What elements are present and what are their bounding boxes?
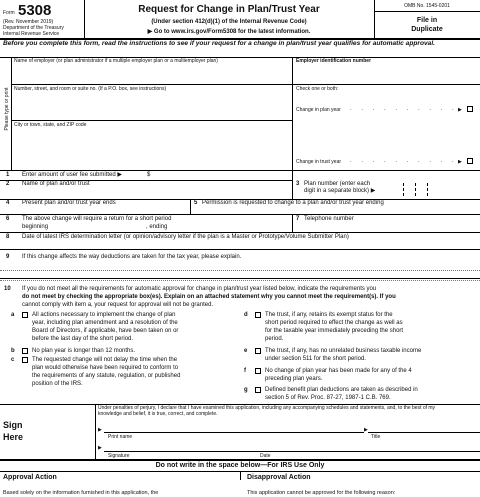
item-c-text-3: the requirements of any statute, regulation, or published: [32, 373, 181, 379]
item-a-letter: a: [11, 312, 15, 318]
item-a-text-4: before the last day of the short period.: [32, 336, 134, 342]
street-field[interactable]: [12, 92, 292, 120]
instructions-note: Before you complete this form, read the instructions to see if your request for a change in plan/trust year qualifies for automatic approval.: [3, 40, 435, 47]
signature-field[interactable]: [106, 441, 256, 451]
item-g-letter: g: [244, 387, 248, 393]
line-9-double-rule: [0, 280, 480, 281]
line-9-label: If this change affects the way deductions are taken for the tax year, please explain.: [22, 254, 242, 260]
please-type-or-print: Please type or print: [4, 87, 10, 131]
line-8-label: Date of latest IRS determination letter (or opinion/advisory letter if the plan is a Master or Prototype/Volume Submitter Plan): [22, 234, 349, 240]
line-6-rule: [0, 232, 480, 233]
item-c-text-4: position of the IRS.: [32, 381, 83, 387]
line-7-number: 7: [296, 216, 300, 222]
print-name-label: Print name: [108, 434, 133, 440]
item-g-checkbox[interactable]: [255, 387, 261, 393]
sign-divider: [95, 404, 96, 459]
perjury-statement-2: knowledge and belief, it is true, correct, and complete.: [98, 411, 218, 417]
file-in-label: File in: [416, 17, 438, 24]
plan-number-field[interactable]: [395, 183, 435, 196]
ein-label: Employer identification number: [296, 58, 372, 64]
street-row-rule: [11, 120, 292, 121]
change-trust-year-leaders: . . . . . . . . . .: [350, 158, 458, 164]
sign-label: Sign: [3, 420, 23, 430]
item-d-text-2: short period required to effect the change as well as: [265, 320, 403, 326]
department-name: Department of the Treasury: [3, 25, 64, 31]
change-trust-year-checkbox[interactable]: [467, 158, 473, 164]
signature-label: Signature: [108, 453, 130, 459]
item-a-text-3: Board of Directors, if applicable, have been taken on or: [32, 328, 179, 334]
line-5-number: 5: [194, 200, 198, 206]
new-year-end-field[interactable]: [202, 207, 478, 213]
line-10-text-3: cannot comply with item a, your request for approval will not be granted.: [22, 302, 214, 308]
plan-number-digit-divider-1: [403, 183, 404, 196]
line-3-divider: [292, 170, 293, 199]
disapproval-action-title: Disapproval Action: [247, 474, 311, 481]
item-g-text-1: Defined benefit plan deductions are taken as described in: [265, 387, 418, 393]
item-c-checkbox[interactable]: [22, 357, 28, 363]
revision-date: (Rev. November 2019): [3, 19, 54, 25]
line-6-label: The above change will require a return for a short period: [22, 216, 172, 222]
duplicate-label: Duplicate: [411, 26, 443, 33]
line-9-number: 9: [6, 254, 10, 260]
present-year-end-field[interactable]: [22, 207, 188, 213]
form-number: 5308: [18, 2, 52, 19]
change-plan-year-leaders: . . . . . . . . . .: [350, 106, 458, 112]
short-period-begin-field[interactable]: [56, 223, 146, 231]
line-9-entry-rule: [0, 270, 480, 271]
approval-action-text: Based solely on the information furnished in this application, the: [3, 490, 159, 496]
title-label: Title: [371, 434, 381, 440]
line-9-rule: [0, 278, 480, 279]
header-divider-right: [374, 0, 375, 38]
line-2-label: Name of plan and/or trust: [22, 181, 90, 187]
identity-right-divider: [292, 57, 293, 170]
line-6-ending: , ending: [146, 224, 168, 230]
here-label: Here: [3, 432, 24, 442]
omb-number: OMB No. 1545-0201: [404, 3, 450, 9]
omb-rule: [374, 11, 480, 12]
item-c-text-1: The requested change will not delay the time when the: [32, 357, 178, 363]
item-f-text-2: preceding plan years.: [265, 376, 323, 382]
item-e-text-1: The trust, if any, has no unrelated business taxable income: [265, 348, 422, 354]
plan-number-digit-divider-2: [415, 183, 416, 196]
plan-name-field[interactable]: [22, 189, 290, 198]
date-rule: [258, 451, 480, 452]
form-title: Request for Change in Plan/Trust Year: [138, 4, 320, 15]
line-1-dollar: $: [147, 172, 151, 178]
date-field[interactable]: [260, 441, 478, 451]
line-3-label-a: Plan number (enter each: [304, 181, 371, 187]
item-d-text-1: The trust, if any, retains its exempt status for the: [265, 312, 393, 318]
item-a-text-1: All actions necessary to implement the change of plan: [32, 312, 176, 318]
line-10-number: 10: [4, 286, 11, 292]
line-4-label: Present plan and/or trust year ends: [22, 200, 116, 206]
line-7-divider: [292, 214, 293, 232]
disapproval-action-text: This application cannot be approved for the following reason:: [247, 490, 396, 496]
item-d-text-4: period.: [265, 336, 284, 342]
line-4-number: 4: [6, 200, 10, 206]
plan-number-digit-divider-3: [427, 183, 428, 196]
line-3-label-b: digit in a separate block) ▶: [304, 188, 376, 194]
website-link[interactable]: ▶ Go to www.irs.gov/Form5308 for the latest information.: [147, 29, 311, 35]
form-word: Form: [3, 10, 15, 16]
signature-arrow: ▶: [98, 445, 102, 451]
print-name-field[interactable]: [106, 420, 362, 432]
item-b-checkbox[interactable]: [22, 348, 28, 354]
item-f-letter: f: [244, 368, 246, 374]
signature-rule: [104, 451, 258, 452]
line-1-number: 1: [6, 172, 10, 178]
item-d-text-3: for the taxable year immediately preceding the short: [265, 328, 404, 334]
telephone-field[interactable]: [304, 224, 478, 232]
employer-name-label: Name of employer (or plan administrator if a multiple employer plan or a multiemployer plan): [14, 58, 218, 64]
employer-name-field[interactable]: [12, 64, 292, 84]
item-b-text-1: No plan year is longer than 12 months.: [32, 348, 136, 354]
check-one-label: Check one or both:: [296, 86, 339, 92]
change-plan-year-arrow: ▶: [458, 107, 462, 113]
city-field[interactable]: [12, 128, 292, 168]
user-fee-field[interactable]: [153, 171, 288, 180]
line-4-rule: [0, 214, 480, 215]
line-10-text-1: If you do not meet all the requirements for automatic approval for change in plan/trust year listed below, indicate the requirements you: [22, 286, 377, 292]
item-d-checkbox[interactable]: [255, 312, 261, 318]
item-f-checkbox[interactable]: [255, 368, 261, 374]
street-label: Number, street, and room or suite no. (If a P.O. box, see instructions): [14, 86, 167, 92]
line-3-number: 3: [296, 181, 300, 187]
city-label: City or town, state, and ZIP code: [14, 122, 87, 128]
determination-letter-date-field[interactable]: [22, 241, 478, 248]
item-b-letter: b: [11, 348, 15, 354]
item-d-letter: d: [244, 312, 248, 318]
item-c-letter: c: [11, 357, 15, 363]
line-1-label: Enter amount of user fee submitted ▶: [22, 172, 122, 178]
name-row-rule: [11, 84, 480, 85]
line-8-rule: [0, 249, 480, 250]
title-arrow: ▶: [364, 427, 368, 433]
ein-field[interactable]: [294, 64, 478, 84]
print-name-rule: [104, 432, 364, 433]
item-f-text-1: No change of plan year has been made for any of the 4: [265, 368, 412, 374]
short-period-end-field[interactable]: [170, 223, 258, 231]
item-e-text-2: under section 511 for the short period.: [265, 356, 366, 362]
form-subtitle: (Under section 412(d)(1) of the Internal Revenue Code): [151, 19, 307, 25]
line-7-label: Telephone number: [304, 216, 354, 222]
irs-name: Internal Revenue Service: [3, 31, 60, 37]
perjury-statement-1: Under penalties of perjury, I declare that I have examined this application, including any accompanying schedules and statements, and, to the best of my: [98, 405, 436, 411]
item-c-text-2: plan would otherwise have been required to conform to: [32, 365, 179, 371]
approval-action-title: Approval Action: [3, 474, 57, 481]
item-e-letter: e: [244, 348, 248, 354]
change-plan-year-checkbox[interactable]: [467, 106, 473, 112]
title-rule: [368, 432, 480, 433]
line-6-beginning: beginning: [22, 224, 49, 230]
line-2-number: 2: [6, 181, 10, 187]
change-trust-year-arrow: ▶: [458, 159, 462, 165]
change-trust-year-label: Change in trust year: [296, 159, 342, 165]
irs-use-only-banner: Do not write in the space below—For IRS Use Only: [155, 462, 325, 469]
print-name-arrow: ▶: [98, 427, 102, 433]
title-field[interactable]: [370, 420, 478, 432]
line-5-divider: [190, 199, 191, 214]
line-10-text-2: do not meet by checking the appropriate box(es). Explain on an attached statement why you cannot meet the requirement(s). If you: [22, 294, 396, 300]
item-e-checkbox[interactable]: [255, 348, 261, 354]
date-label: Date: [260, 453, 271, 459]
line-8-number: 8: [6, 234, 10, 240]
approval-divider: [240, 471, 241, 480]
change-plan-year-label: Change in plan year: [296, 107, 341, 113]
item-g-text-2: section 5 of Rev. Proc. 87-27, 1987-1 C.B. 769.: [265, 395, 391, 401]
item-a-text-2: year, including plan amendment and a resolution of the: [32, 320, 178, 326]
line-6-number: 6: [6, 216, 10, 222]
item-a-checkbox[interactable]: [22, 312, 28, 318]
line-5-label: Permission is requested to change to a plan and/or trust year ending: [202, 200, 384, 206]
